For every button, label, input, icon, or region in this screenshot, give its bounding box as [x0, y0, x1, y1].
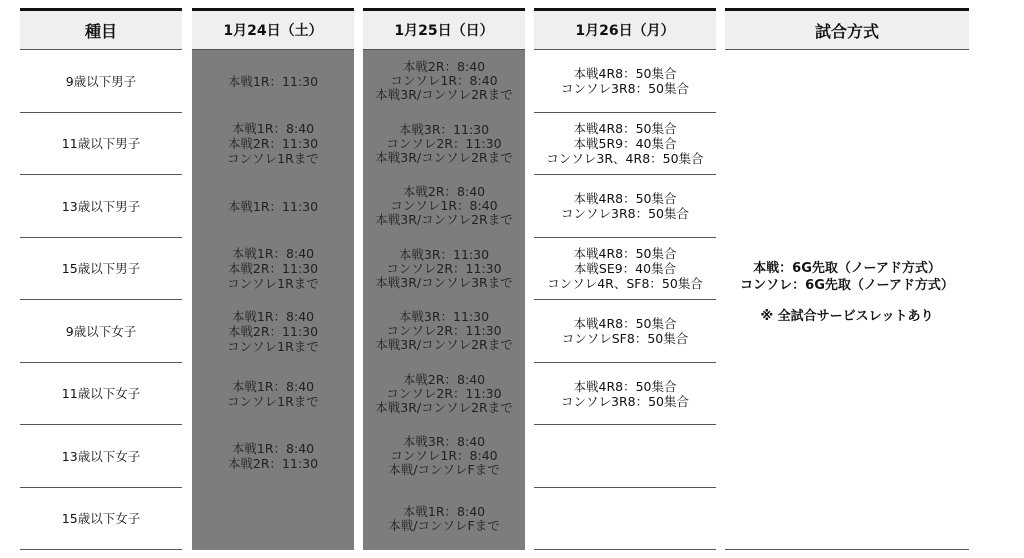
- cell-line: コンソレ1R：8:40: [390, 198, 498, 214]
- cell-line: 9歳以下男子: [65, 73, 137, 89]
- cell-line: 本戦3R：11:30: [398, 121, 490, 137]
- cell-line: 本戦2R：8:40: [402, 371, 486, 387]
- cell-line: 本戦4R8：50集合: [573, 66, 677, 82]
- cell-line: 本戦1R：11:30: [227, 198, 319, 214]
- day3-cell: [534, 363, 716, 426]
- cell-line: 15歳以下女子: [61, 511, 141, 527]
- cell-line: 本戦4R8：50集合: [573, 378, 677, 394]
- row-divider: [20, 549, 182, 550]
- day3-cell: [534, 50, 716, 113]
- cell-line: 本戦2R：8:40: [402, 184, 486, 200]
- cell-line: 本戦3R/コンソレ2Rまで: [375, 399, 513, 415]
- method-note: ※ 全試合サービスレットあり: [760, 309, 934, 324]
- cell-line: コンソレ1Rまで: [227, 338, 319, 354]
- event-column: [20, 50, 182, 550]
- day3-cell: [534, 425, 716, 488]
- cell-line: 本戦1R：8:40: [402, 503, 486, 519]
- cell-line: コンソレ2R：11:30: [386, 135, 502, 151]
- cell-line: 15歳以下男子: [61, 261, 141, 277]
- cell-line: 11歳以下男子: [61, 136, 141, 152]
- cell-line: コンソレ2R：11:30: [386, 323, 502, 339]
- row-divider: [534, 549, 716, 550]
- cell-line: コンソレ2R：11:30: [386, 385, 502, 401]
- cell-line: 11歳以下女子: [61, 386, 141, 402]
- cell-line: 9歳以下女子: [65, 323, 137, 339]
- cell-line: 本戦3R/コンソレ3Rまで: [375, 274, 513, 290]
- day2-cell: [363, 425, 525, 488]
- event-cell: [20, 175, 182, 238]
- cell-line: コンソレ3R、4R8：50集合: [546, 151, 704, 167]
- cell-line: コンソレSF8：50集合: [561, 331, 689, 347]
- cell-line: 本戦2R：11:30: [227, 261, 319, 277]
- day1-cell: [192, 238, 354, 301]
- day2-cell: [363, 238, 525, 301]
- cell-line: 本戦3R：8:40: [402, 434, 486, 450]
- cell-line: 本戦3R/コンソレ2Rまで: [375, 149, 513, 165]
- cell-line: コンソレ3R8：50集合: [561, 393, 689, 409]
- cell-line: 本戦/コンソレFまで: [388, 517, 500, 533]
- cell-line: コンソレ1Rまで: [227, 393, 319, 409]
- header-method: 試合方式: [725, 8, 969, 50]
- cell-line: 本戦/コンソレFまで: [388, 462, 500, 478]
- day3-cell: [534, 238, 716, 301]
- cell-line: 本戦1R：8:40: [231, 378, 315, 394]
- day2-cell: [363, 363, 525, 426]
- day1-cell: [192, 175, 354, 238]
- day1-cell: [192, 113, 354, 176]
- header-day3: 1月26日（月）: [534, 8, 716, 50]
- cell-line: 本戦4R8：50集合: [573, 316, 677, 332]
- cell-line: 本戦1R：8:40: [231, 441, 315, 457]
- cell-line: 本戦2R：11:30: [227, 456, 319, 472]
- cell-line: 本戦2R：8:40: [402, 59, 486, 75]
- header-day1: 1月24日（土）: [192, 8, 354, 50]
- cell-line: 本戦4R8：50集合: [573, 191, 677, 207]
- cell-line: 13歳以下女子: [61, 448, 141, 464]
- method-consolation: コンソレ：6G先取（ノーアド方式）: [740, 278, 954, 293]
- day2-cell: [363, 175, 525, 238]
- event-cell: [20, 50, 182, 113]
- cell-line: 本戦5R9：40集合: [573, 136, 677, 152]
- cell-line: コンソレ1Rまで: [227, 151, 319, 167]
- day3-cell: [534, 488, 716, 551]
- match-format: [725, 260, 969, 325]
- cell-line: コンソレ1Rまで: [227, 276, 319, 292]
- event-cell: [20, 238, 182, 301]
- day2-cell: [363, 300, 525, 363]
- day3-cell: [534, 175, 716, 238]
- day1-cell: [192, 300, 354, 363]
- day2-cell: [363, 113, 525, 176]
- event-cell: [20, 300, 182, 363]
- day2-cell: [363, 488, 525, 551]
- day2-column: [363, 50, 525, 550]
- cell-line: コンソレ1R：8:40: [390, 73, 498, 89]
- cell-line: 本戦4R8：50集合: [573, 246, 677, 262]
- cell-line: 本戦1R：8:40: [231, 308, 315, 324]
- cell-line: コンソレ1R：8:40: [390, 448, 498, 464]
- cell-line: 本戦4R8：50集合: [573, 121, 677, 137]
- cell-line: 本戦2R：11:30: [227, 136, 319, 152]
- cell-line: 本戦1R：11:30: [227, 73, 319, 89]
- event-cell: [20, 488, 182, 551]
- cell-line: 本戦3R/コンソレ2Rまで: [375, 87, 513, 103]
- cell-line: 本戦3R/コンソレ2Rまで: [375, 212, 513, 228]
- method-main-draw: 本戦：6G先取（ノーアド方式）: [753, 261, 941, 276]
- day3-cell: [534, 113, 716, 176]
- cell-line: 本戦1R：8:40: [231, 246, 315, 262]
- day1-column: [192, 50, 354, 550]
- event-cell: [20, 425, 182, 488]
- header-day2: 1月25日（日）: [363, 8, 525, 50]
- day1-cell: [192, 425, 354, 488]
- day1-cell: [192, 50, 354, 113]
- cell-line: コンソレ3R8：50集合: [561, 206, 689, 222]
- table-bottom-border: [725, 549, 969, 550]
- cell-line: 本戦1R：8:40: [231, 121, 315, 137]
- day1-cell: [192, 363, 354, 426]
- cell-line: コンソレ4R、SF8：50集合: [547, 276, 703, 292]
- event-cell: [20, 363, 182, 426]
- cell-line: 本戦SE9：40集合: [573, 261, 677, 277]
- cell-line: コンソレ3R8：50集合: [561, 81, 689, 97]
- day2-cell: [363, 50, 525, 113]
- cell-line: 本戦3R/コンソレ2Rまで: [375, 337, 513, 353]
- cell-line: 本戦3R：11:30: [398, 246, 490, 262]
- day3-column: [534, 50, 716, 550]
- cell-line: 本戦2R：11:30: [227, 323, 319, 339]
- header-event: 種目: [20, 8, 182, 50]
- day3-cell: [534, 300, 716, 363]
- event-cell: [20, 113, 182, 176]
- day1-cell: [192, 488, 354, 551]
- cell-line: コンソレ2R：11:30: [386, 260, 502, 276]
- cell-line: 本戦3R：11:30: [398, 309, 490, 325]
- cell-line: 13歳以下男子: [61, 198, 141, 214]
